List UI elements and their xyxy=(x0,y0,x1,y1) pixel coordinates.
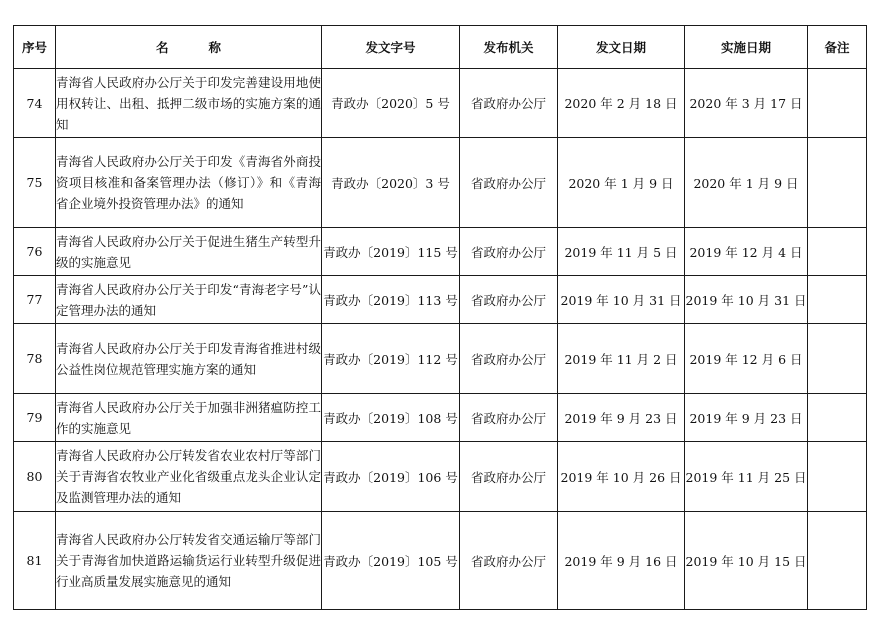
row-name: 青海省人民政府办公厅关于印发《青海省外商投资项目核准和备案管理办法（修订）》和《青海省企业境外投资管理办法》的通知 xyxy=(56,138,322,228)
table-row xyxy=(14,69,867,138)
row-effective-date: 2019 年 12 月 6 日 xyxy=(685,324,808,394)
row-name: 青海省人民政府办公厅关于印发“青海老字号”认定管理办法的通知 xyxy=(56,276,322,324)
row-issue-date: 2019 年 11 月 2 日 xyxy=(558,324,685,394)
table-row xyxy=(14,138,867,228)
row-issue-date: 2020 年 1 月 9 日 xyxy=(558,138,685,228)
row-effective-date: 2020 年 3 月 17 日 xyxy=(685,69,808,138)
row-issue-date: 2019 年 10 月 31 日 xyxy=(558,276,685,324)
row-seq: 77 xyxy=(14,276,56,324)
row-issuer: 省政府办公厅 xyxy=(460,228,558,276)
row-doc-no: 青政办〔2019〕113 号 xyxy=(322,276,460,324)
row-remarks xyxy=(808,394,867,442)
regulations-table xyxy=(13,25,867,610)
row-seq: 80 xyxy=(14,442,56,512)
row-issue-date: 2019 年 10 月 26 日 xyxy=(558,442,685,512)
row-effective-date: 2019 年 9 月 23 日 xyxy=(685,394,808,442)
row-issue-date: 2019 年 9 月 23 日 xyxy=(558,394,685,442)
header-remarks: 备注 xyxy=(808,26,867,69)
row-doc-no: 青政办〔2020〕3 号 xyxy=(322,138,460,228)
row-remarks xyxy=(808,324,867,394)
row-issuer: 省政府办公厅 xyxy=(460,276,558,324)
table-row xyxy=(14,324,867,394)
header-name xyxy=(56,26,322,69)
row-name: 青海省人民政府办公厅关于加强非洲猪瘟防控工作的实施意见 xyxy=(56,394,322,442)
row-name: 青海省人民政府办公厅关于印发完善建设用地使用权转让、出租、抵押二级市场的实施方案的通知 xyxy=(56,69,322,138)
header-issue-date: 发文日期 xyxy=(558,26,685,69)
header-seq: 序号 xyxy=(14,26,56,69)
header-doc-no: 发文字号 xyxy=(322,26,460,69)
header-row xyxy=(14,26,867,69)
row-seq: 81 xyxy=(14,512,56,610)
row-remarks xyxy=(808,69,867,138)
row-remarks xyxy=(808,276,867,324)
row-effective-date: 2019 年 11 月 25 日 xyxy=(685,442,808,512)
row-remarks xyxy=(808,228,867,276)
row-effective-date: 2019 年 10 月 31 日 xyxy=(685,276,808,324)
row-issue-date: 2019 年 11 月 5 日 xyxy=(558,228,685,276)
table-row xyxy=(14,512,867,610)
row-issue-date: 2020 年 2 月 18 日 xyxy=(558,69,685,138)
row-doc-no: 青政办〔2020〕5 号 xyxy=(322,69,460,138)
table-row xyxy=(14,228,867,276)
row-seq: 76 xyxy=(14,228,56,276)
row-issue-date: 2019 年 9 月 16 日 xyxy=(558,512,685,610)
table-row xyxy=(14,394,867,442)
row-effective-date: 2020 年 1 月 9 日 xyxy=(685,138,808,228)
row-seq: 75 xyxy=(14,138,56,228)
header-name-label: 名称 xyxy=(155,40,261,55)
row-remarks xyxy=(808,442,867,512)
row-seq: 74 xyxy=(14,69,56,138)
row-name: 青海省人民政府办公厅转发省交通运输厅等部门关于青海省加快道路运输货运行业转型升级促进行业高质量发展实施意见的通知 xyxy=(56,512,322,610)
header-effective-date: 实施日期 xyxy=(685,26,808,69)
row-issuer: 省政府办公厅 xyxy=(460,512,558,610)
row-effective-date: 2019 年 12 月 4 日 xyxy=(685,228,808,276)
row-issuer: 省政府办公厅 xyxy=(460,442,558,512)
header-issuer: 发布机关 xyxy=(460,26,558,69)
row-issuer: 省政府办公厅 xyxy=(460,69,558,138)
row-issuer: 省政府办公厅 xyxy=(460,324,558,394)
row-doc-no: 青政办〔2019〕105 号 xyxy=(322,512,460,610)
row-doc-no: 青政办〔2019〕108 号 xyxy=(322,394,460,442)
row-name: 青海省人民政府办公厅关于印发青海省推进村级公益性岗位规范管理实施方案的通知 xyxy=(56,324,322,394)
row-name: 青海省人民政府办公厅关于促进生猪生产转型升级的实施意见 xyxy=(56,228,322,276)
row-doc-no: 青政办〔2019〕115 号 xyxy=(322,228,460,276)
row-issuer: 省政府办公厅 xyxy=(460,138,558,228)
table-row xyxy=(14,442,867,512)
row-name: 青海省人民政府办公厅转发省农业农村厅等部门关于青海省农牧业产业化省级重点龙头企业认定及监测管理办法的通知 xyxy=(56,442,322,512)
row-remarks xyxy=(808,138,867,228)
row-doc-no: 青政办〔2019〕106 号 xyxy=(322,442,460,512)
row-seq: 78 xyxy=(14,324,56,394)
row-issuer: 省政府办公厅 xyxy=(460,394,558,442)
table-row xyxy=(14,276,867,324)
row-effective-date: 2019 年 10 月 15 日 xyxy=(685,512,808,610)
row-seq: 79 xyxy=(14,394,56,442)
row-doc-no: 青政办〔2019〕112 号 xyxy=(322,324,460,394)
row-remarks xyxy=(808,512,867,610)
